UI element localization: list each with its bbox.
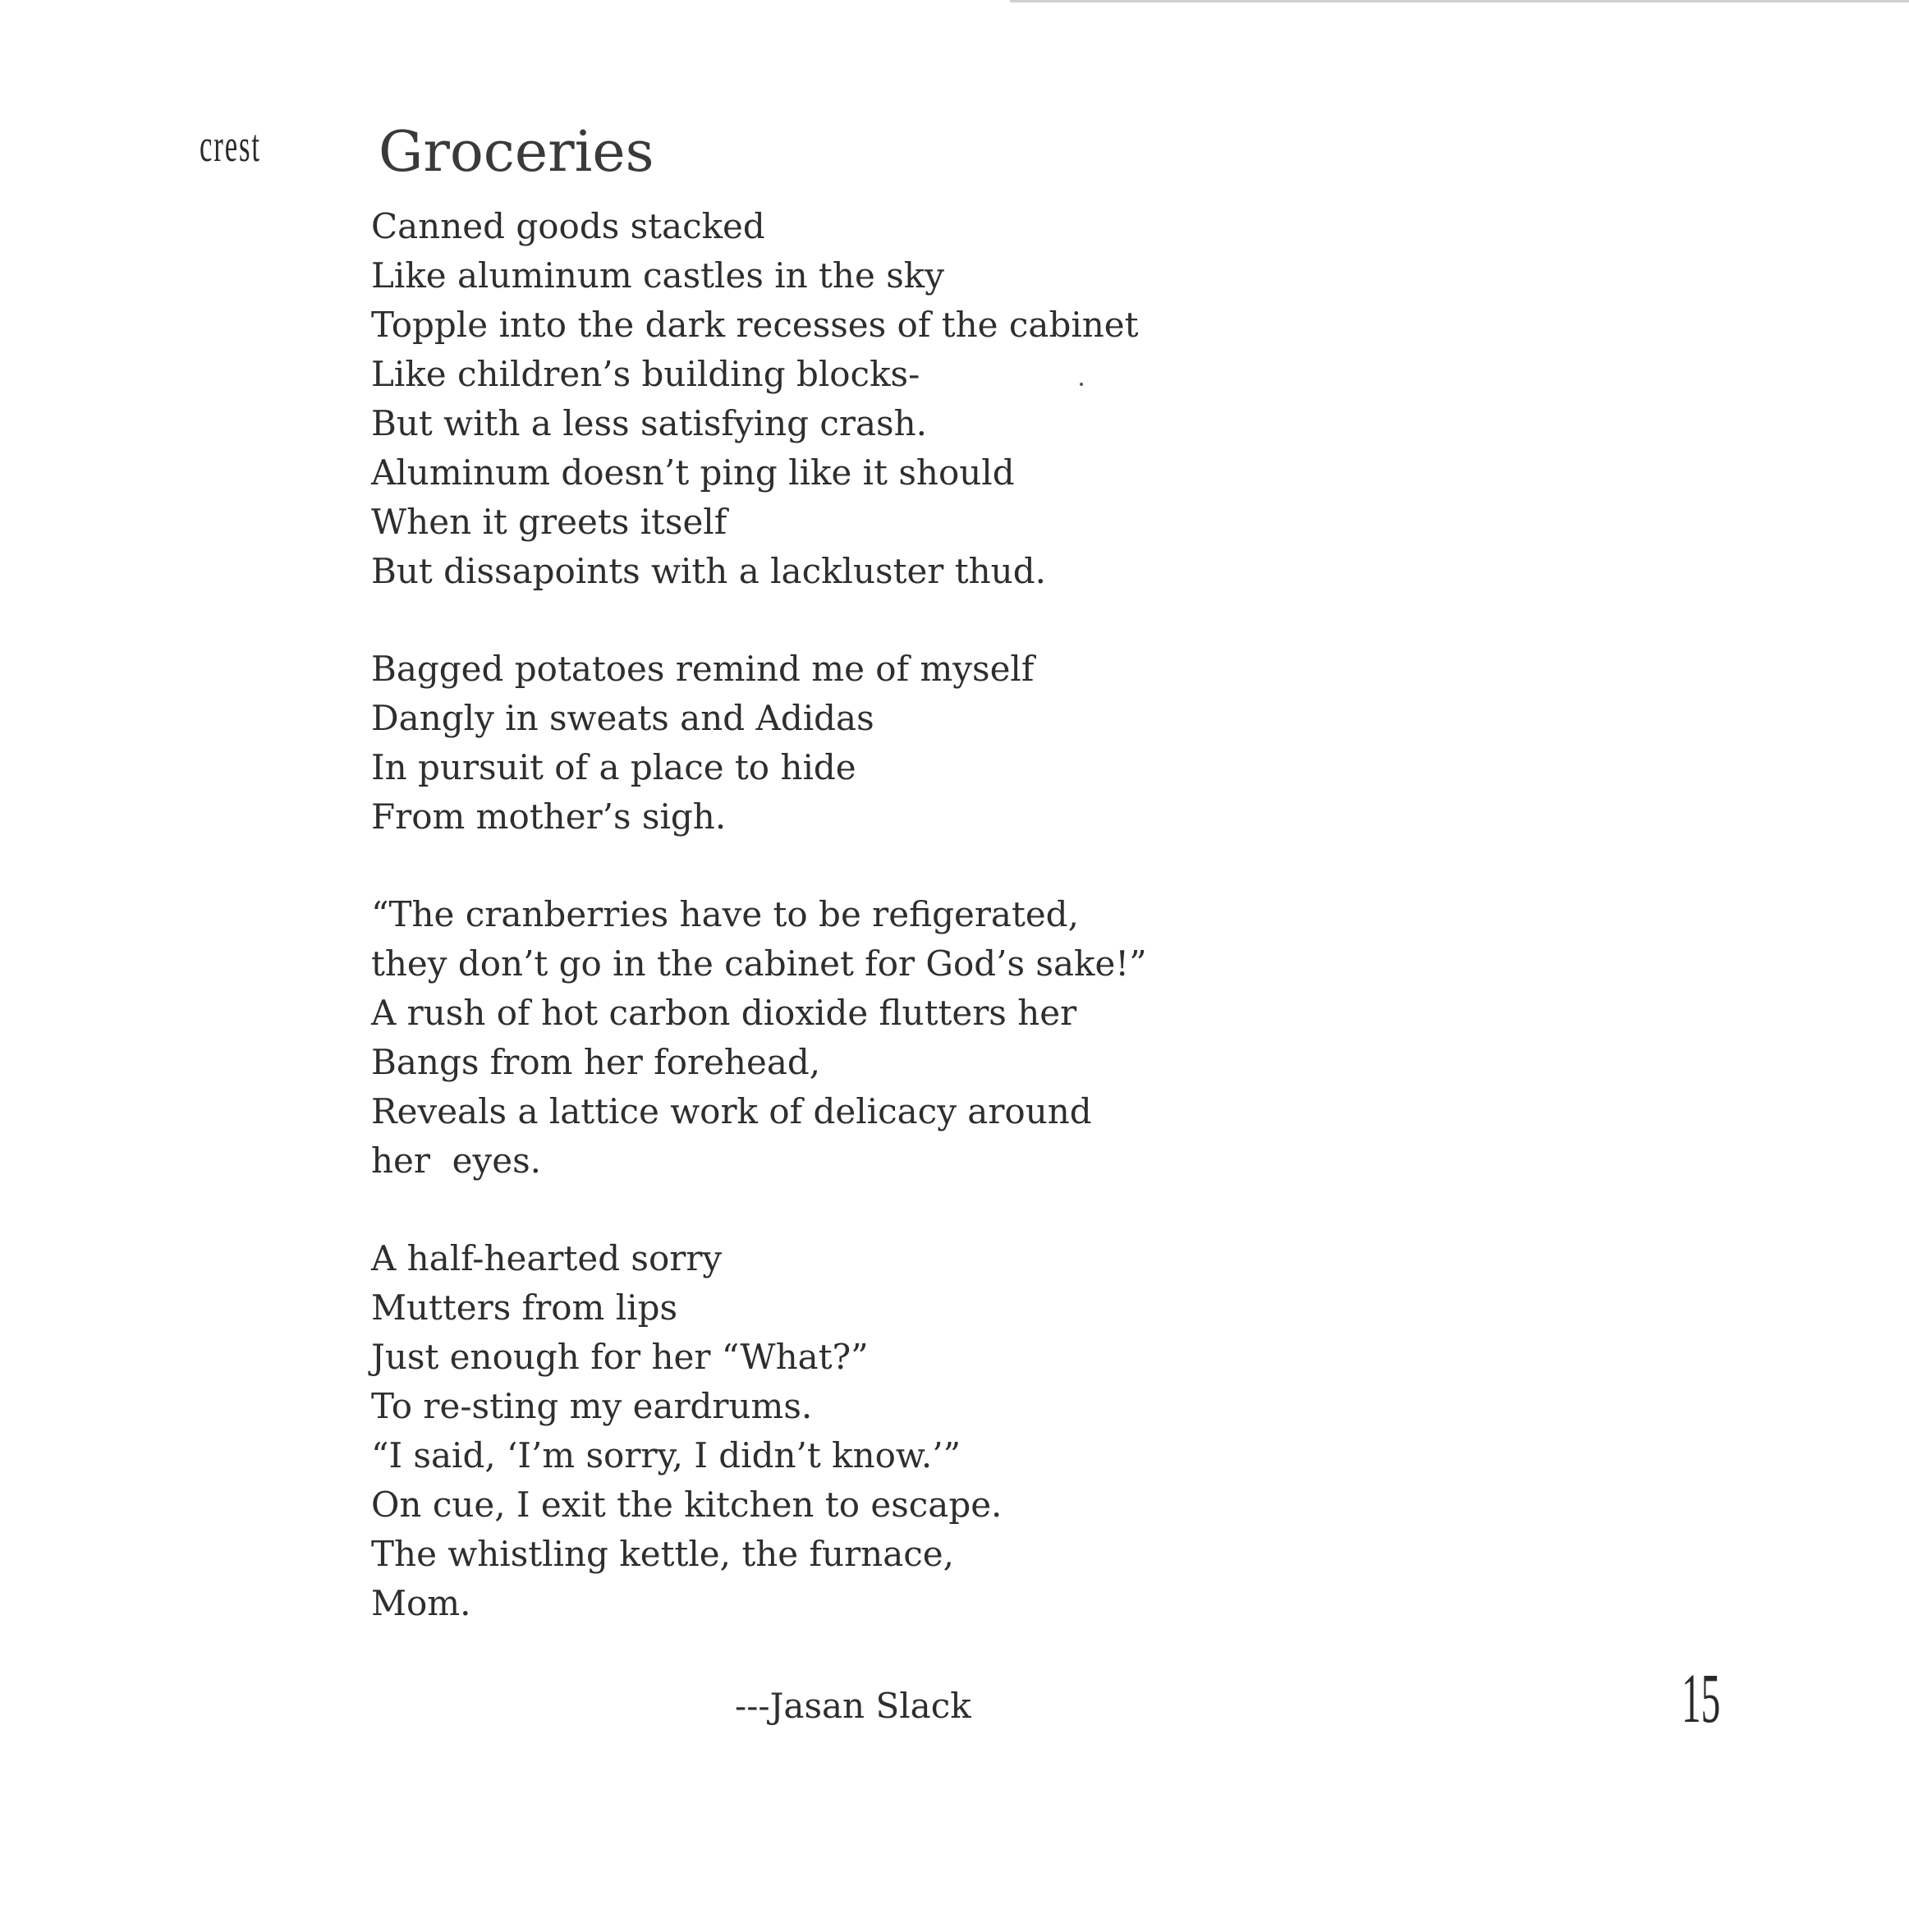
poem-line: Like children’s building blocks-: [371, 354, 920, 394]
poem-line: Topple into the dark recesses of the cabinet: [371, 305, 1139, 345]
poem-line: Mom.: [371, 1583, 471, 1623]
poem-line: To re-sting my eardrums.: [371, 1386, 813, 1426]
poem-line: When it greets itself: [371, 502, 727, 542]
poem-line: Like aluminum castles in the sky: [371, 255, 944, 296]
poem-line: On cue, I exit the kitchen to escape.: [371, 1485, 1003, 1525]
poem-line: “I said, ‘I’m sorry, I didn’t know.’”: [371, 1435, 961, 1475]
poem-line: Aluminum doesn’t ping like it should: [371, 452, 1015, 493]
stanza-2: [371, 645, 1192, 842]
poem-body: [371, 202, 1192, 1628]
poem-line: Canned goods stacked: [371, 206, 765, 246]
running-head: crest: [200, 121, 261, 172]
poem-line: Dangly in sweats and Adidas: [371, 698, 874, 738]
stanza-1: [371, 202, 1192, 596]
poem-line: A rush of hot carbon dioxide flutters her: [371, 993, 1077, 1033]
poem-line: Mutters from lips: [371, 1287, 678, 1328]
poem-line: In pursuit of a place to hide: [371, 747, 856, 787]
stanza-4: [371, 1234, 1192, 1628]
poem-line: her eyes.: [371, 1140, 542, 1181]
poem-line: But with a less satisfying crash.: [371, 403, 927, 443]
poem-line: But dissapoints with a lackluster thud.: [371, 551, 1046, 591]
poem-line: “The cranberries have to be refigerated,: [371, 894, 1079, 934]
stanza-3: [371, 890, 1192, 1186]
poem-line: Just enough for her “What?”: [371, 1337, 869, 1377]
poem-line: Bangs from her forehead,: [371, 1042, 821, 1082]
poem-line: A half-hearted sorry: [371, 1238, 723, 1278]
poem-line: Reveals a lattice work of delicacy around: [371, 1091, 1092, 1131]
poem-line: they don’t go in the cabinet for God’s sake!”: [371, 943, 1147, 984]
author-byline: ---Jasan Slack: [735, 1686, 971, 1726]
scan-edge-line: [1010, 0, 1909, 2]
page-number: 15: [1682, 1659, 1721, 1737]
poem-line: From mother’s sigh.: [371, 796, 727, 837]
poem-line: Bagged potatoes remind me of myself: [371, 649, 1035, 689]
poem-line: The whistling kettle, the furnace,: [371, 1534, 954, 1574]
poem-title: Groceries: [379, 120, 654, 185]
